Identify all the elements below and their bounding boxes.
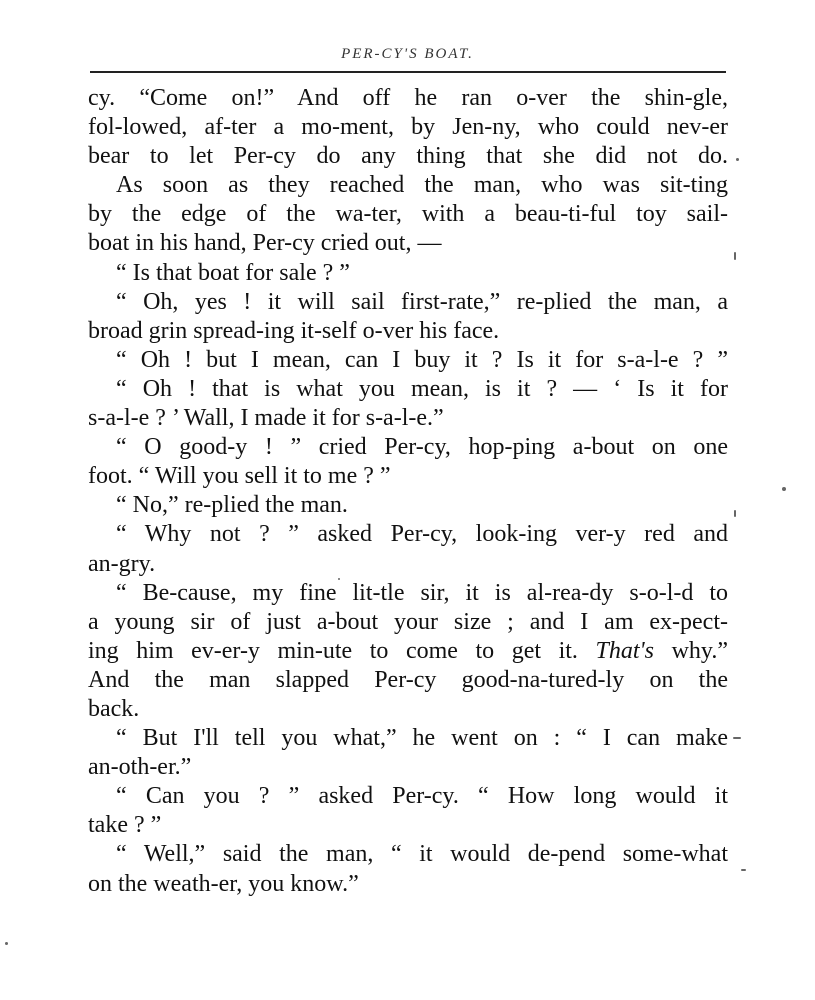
text-line: fol-lowed, af-ter a mo-ment, by Jen-ny, who could nev-er — [88, 114, 728, 141]
paper-speck — [338, 578, 340, 580]
text-line: cy. “Come on!” And off he ran o-ver the shin-gle, — [88, 85, 728, 111]
text-line: broad grin spread-ing it-self o-ver his face. — [88, 317, 500, 344]
text-line: “ No,” re-plied the man. — [116, 492, 348, 519]
paper-speck — [733, 737, 741, 739]
text-line: “ Can you ? ” asked Per-cy. “ How long would it — [116, 783, 728, 810]
text-line: “ Be-cause, my fine lit-tle sir, it is al-rea-dy s-o-l-d to — [116, 579, 728, 606]
text-line: “ Oh ! but I mean, can I buy it ? Is it for s-a-l-e ? ” — [116, 346, 728, 373]
text-line: take ? ” — [88, 812, 162, 839]
text-line: bear to let Per-cy do any thing that she did not do. — [88, 143, 728, 170]
body-text — [88, 84, 728, 899]
line-text: ing him ev-er-y min-ute to come to get it. — [88, 637, 578, 664]
text-line — [88, 637, 728, 666]
italic-emphasis: That's — [595, 637, 655, 664]
text-line: an-oth-er.” — [88, 754, 192, 781]
text-line: “ O good-y ! ” cried Per-cy, hop-ping a-bout on one — [116, 434, 728, 461]
text-line: by the edge of the wa-ter, with a beau-ti-ful toy sail- — [88, 201, 728, 228]
paper-speck — [5, 942, 8, 945]
text-line: “ Oh ! that is what you mean, is it ? — ‘ Is it for — [116, 375, 728, 402]
text-line: on the weath-er, you know.” — [88, 870, 359, 897]
paper-speck — [734, 510, 736, 517]
paper-speck — [782, 487, 786, 491]
text-line: s-a-l-e ? ’ Wall, I made it for s-a-l-e.” — [88, 405, 444, 432]
text-line: “ Is that boat for sale ? ” — [116, 259, 350, 286]
text-line: “ Why not ? ” asked Per-cy, look-ing ver-y red and — [116, 521, 728, 548]
text-line: “ Well,” said the man, “ it would de-pend some-what — [116, 841, 728, 868]
paper-speck — [734, 252, 736, 260]
text-line: back. — [88, 695, 140, 722]
text-line: “ But I'll tell you what,” he went on : “ I can make — [116, 725, 728, 752]
paper-speck — [736, 158, 739, 161]
text-line: As soon as they reached the man, who was sit-ting — [116, 172, 728, 199]
line-tail: why.” — [654, 637, 729, 664]
text-line: “ Oh, yes ! it will sail first-rate,” re-plied the man, a — [116, 288, 728, 315]
text-line: a young sir of just a-bout your size ; and I am ex-pect- — [88, 608, 728, 635]
header-rule — [90, 71, 726, 73]
paper-speck — [741, 869, 746, 871]
text-line: an-gry. — [88, 550, 156, 577]
running-head: PER-CY'S BOAT. — [341, 46, 474, 62]
text-line: foot. “ Will you sell it to me ? ” — [88, 463, 391, 490]
text-line: boat in his hand, Per-cy cried out, — — [88, 230, 442, 257]
text-line: And the man slapped Per-cy good-na-tured-ly on the — [88, 666, 728, 693]
